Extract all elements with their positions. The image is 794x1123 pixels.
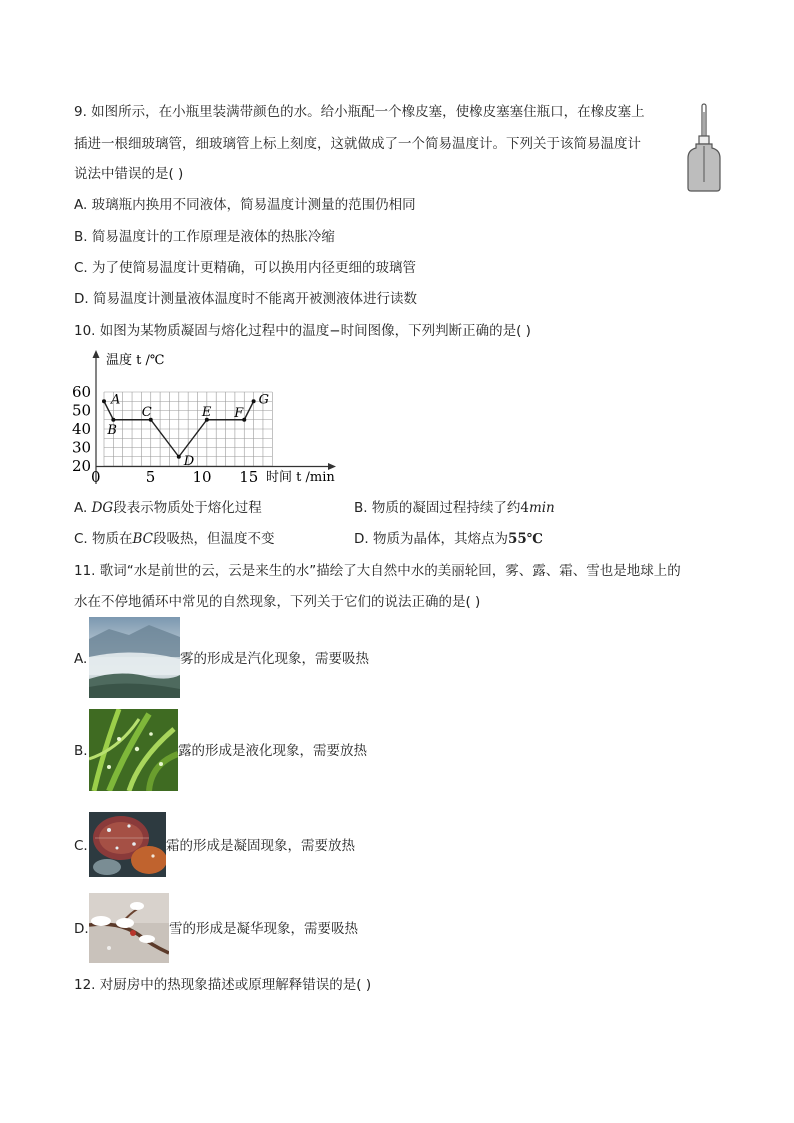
- point-label-f: F: [234, 405, 244, 421]
- q11-stem-line-1: 11. 歌词“水是前世的云，云是来生的水”描绘了大自然中水的美丽轮回，雾、露、霜、雪也是地球上的: [74, 563, 681, 579]
- q9-option-d: D. 简易温度计测量液体温度时不能离开被测液体进行读数: [74, 291, 417, 307]
- point-label-c: C: [141, 404, 152, 420]
- q11-option-c-text: 霜的形成是凝固现象，需要放热: [166, 838, 355, 854]
- q9-stem-line-1: 9. 如图所示，在小瓶里装满带颜色的水。给小瓶配一个橡皮塞，使橡皮塞塞住瓶口，在橡皮塞上: [74, 104, 645, 120]
- q9-option-c: C. 为了使简易温度计更精确，可以换用内径更细的玻璃管: [74, 260, 417, 276]
- point-label-g: G: [258, 392, 269, 408]
- q10-option-a: A. DG段表示物质处于熔化过程: [74, 500, 262, 516]
- q9-option-a: A. 玻璃瓶内换用不同液体，简易温度计测量的范围仍相同: [74, 197, 416, 213]
- y-tick-label: 30: [72, 438, 92, 457]
- snow-photo: [89, 893, 169, 963]
- point-label-e: E: [201, 404, 212, 420]
- q11-option-a-text: 雾的形成是汽化现象，需要吸热: [180, 651, 369, 667]
- q11-option-b-letter: B.: [74, 743, 88, 759]
- q11-option-c-letter: C.: [74, 838, 88, 854]
- x-tick-label: 15: [239, 468, 259, 486]
- x-tick-label: 0: [91, 468, 101, 486]
- dew-photo: [89, 709, 178, 791]
- point-label-b: B: [107, 422, 117, 438]
- point-label-d: D: [183, 453, 195, 469]
- x-tick-label: 5: [145, 468, 156, 486]
- temperature-time-chart: [70, 348, 360, 488]
- q11-option-d-text: 雪的形成是凝华现象，需要吸热: [169, 921, 358, 937]
- q10-option-b: B. 物质的凝固过程持续了约4min: [354, 500, 555, 516]
- q10-option-c: C. 物质在BC段吸热，但温度不变: [74, 531, 275, 547]
- q10-option-d: D. 物质为晶体，其熔点为55℃: [354, 531, 543, 547]
- q9-stem-line-3: 说法中错误的是( ): [74, 166, 184, 182]
- point-label-a: A: [111, 392, 121, 408]
- q10-stem: 10. 如图为某物质凝固与熔化过程中的温度−时间图像，下列判断正确的是( ): [74, 323, 531, 339]
- data-point-g: [252, 399, 256, 403]
- frost-photo: [89, 812, 166, 877]
- data-point-b: [111, 418, 115, 422]
- y-axis-arrow: [93, 350, 100, 358]
- q11-option-b-text: 露的形成是液化现象，需要放热: [178, 743, 367, 759]
- q9-stem-line-2: 插进一根细玻璃管，细玻璃管上标上刻度，这就做成了一个简易温度计。下列关于该简易温度计: [74, 136, 641, 152]
- fog-photo: [89, 617, 180, 698]
- q11-stem-line-2: 水在不停地循环中常见的自然现象，下列关于它们的说法正确的是( ): [74, 594, 481, 610]
- y-tick-label: 40: [72, 420, 92, 438]
- thermometer-bottle-figure: [684, 102, 726, 194]
- data-point-d: [177, 455, 181, 459]
- data-point-a: [102, 399, 106, 403]
- x-axis-label: 时间 t /min: [266, 470, 335, 485]
- x-axis-arrow: [328, 463, 336, 470]
- q12-stem: 12. 对厨房中的热现象描述或原理解释错误的是( ): [74, 977, 372, 993]
- y-axis-label: 温度 t /℃: [106, 353, 165, 368]
- q11-option-d-letter: D.: [74, 921, 89, 937]
- y-tick-label: 60: [72, 383, 92, 401]
- q9-option-b: B. 简易温度计的工作原理是液体的热胀冷缩: [74, 229, 335, 245]
- x-tick-label: 10: [192, 468, 212, 486]
- q11-option-a-letter: A.: [74, 651, 88, 667]
- y-tick-label: 50: [72, 401, 92, 420]
- y-tick-label: 20: [72, 457, 92, 475]
